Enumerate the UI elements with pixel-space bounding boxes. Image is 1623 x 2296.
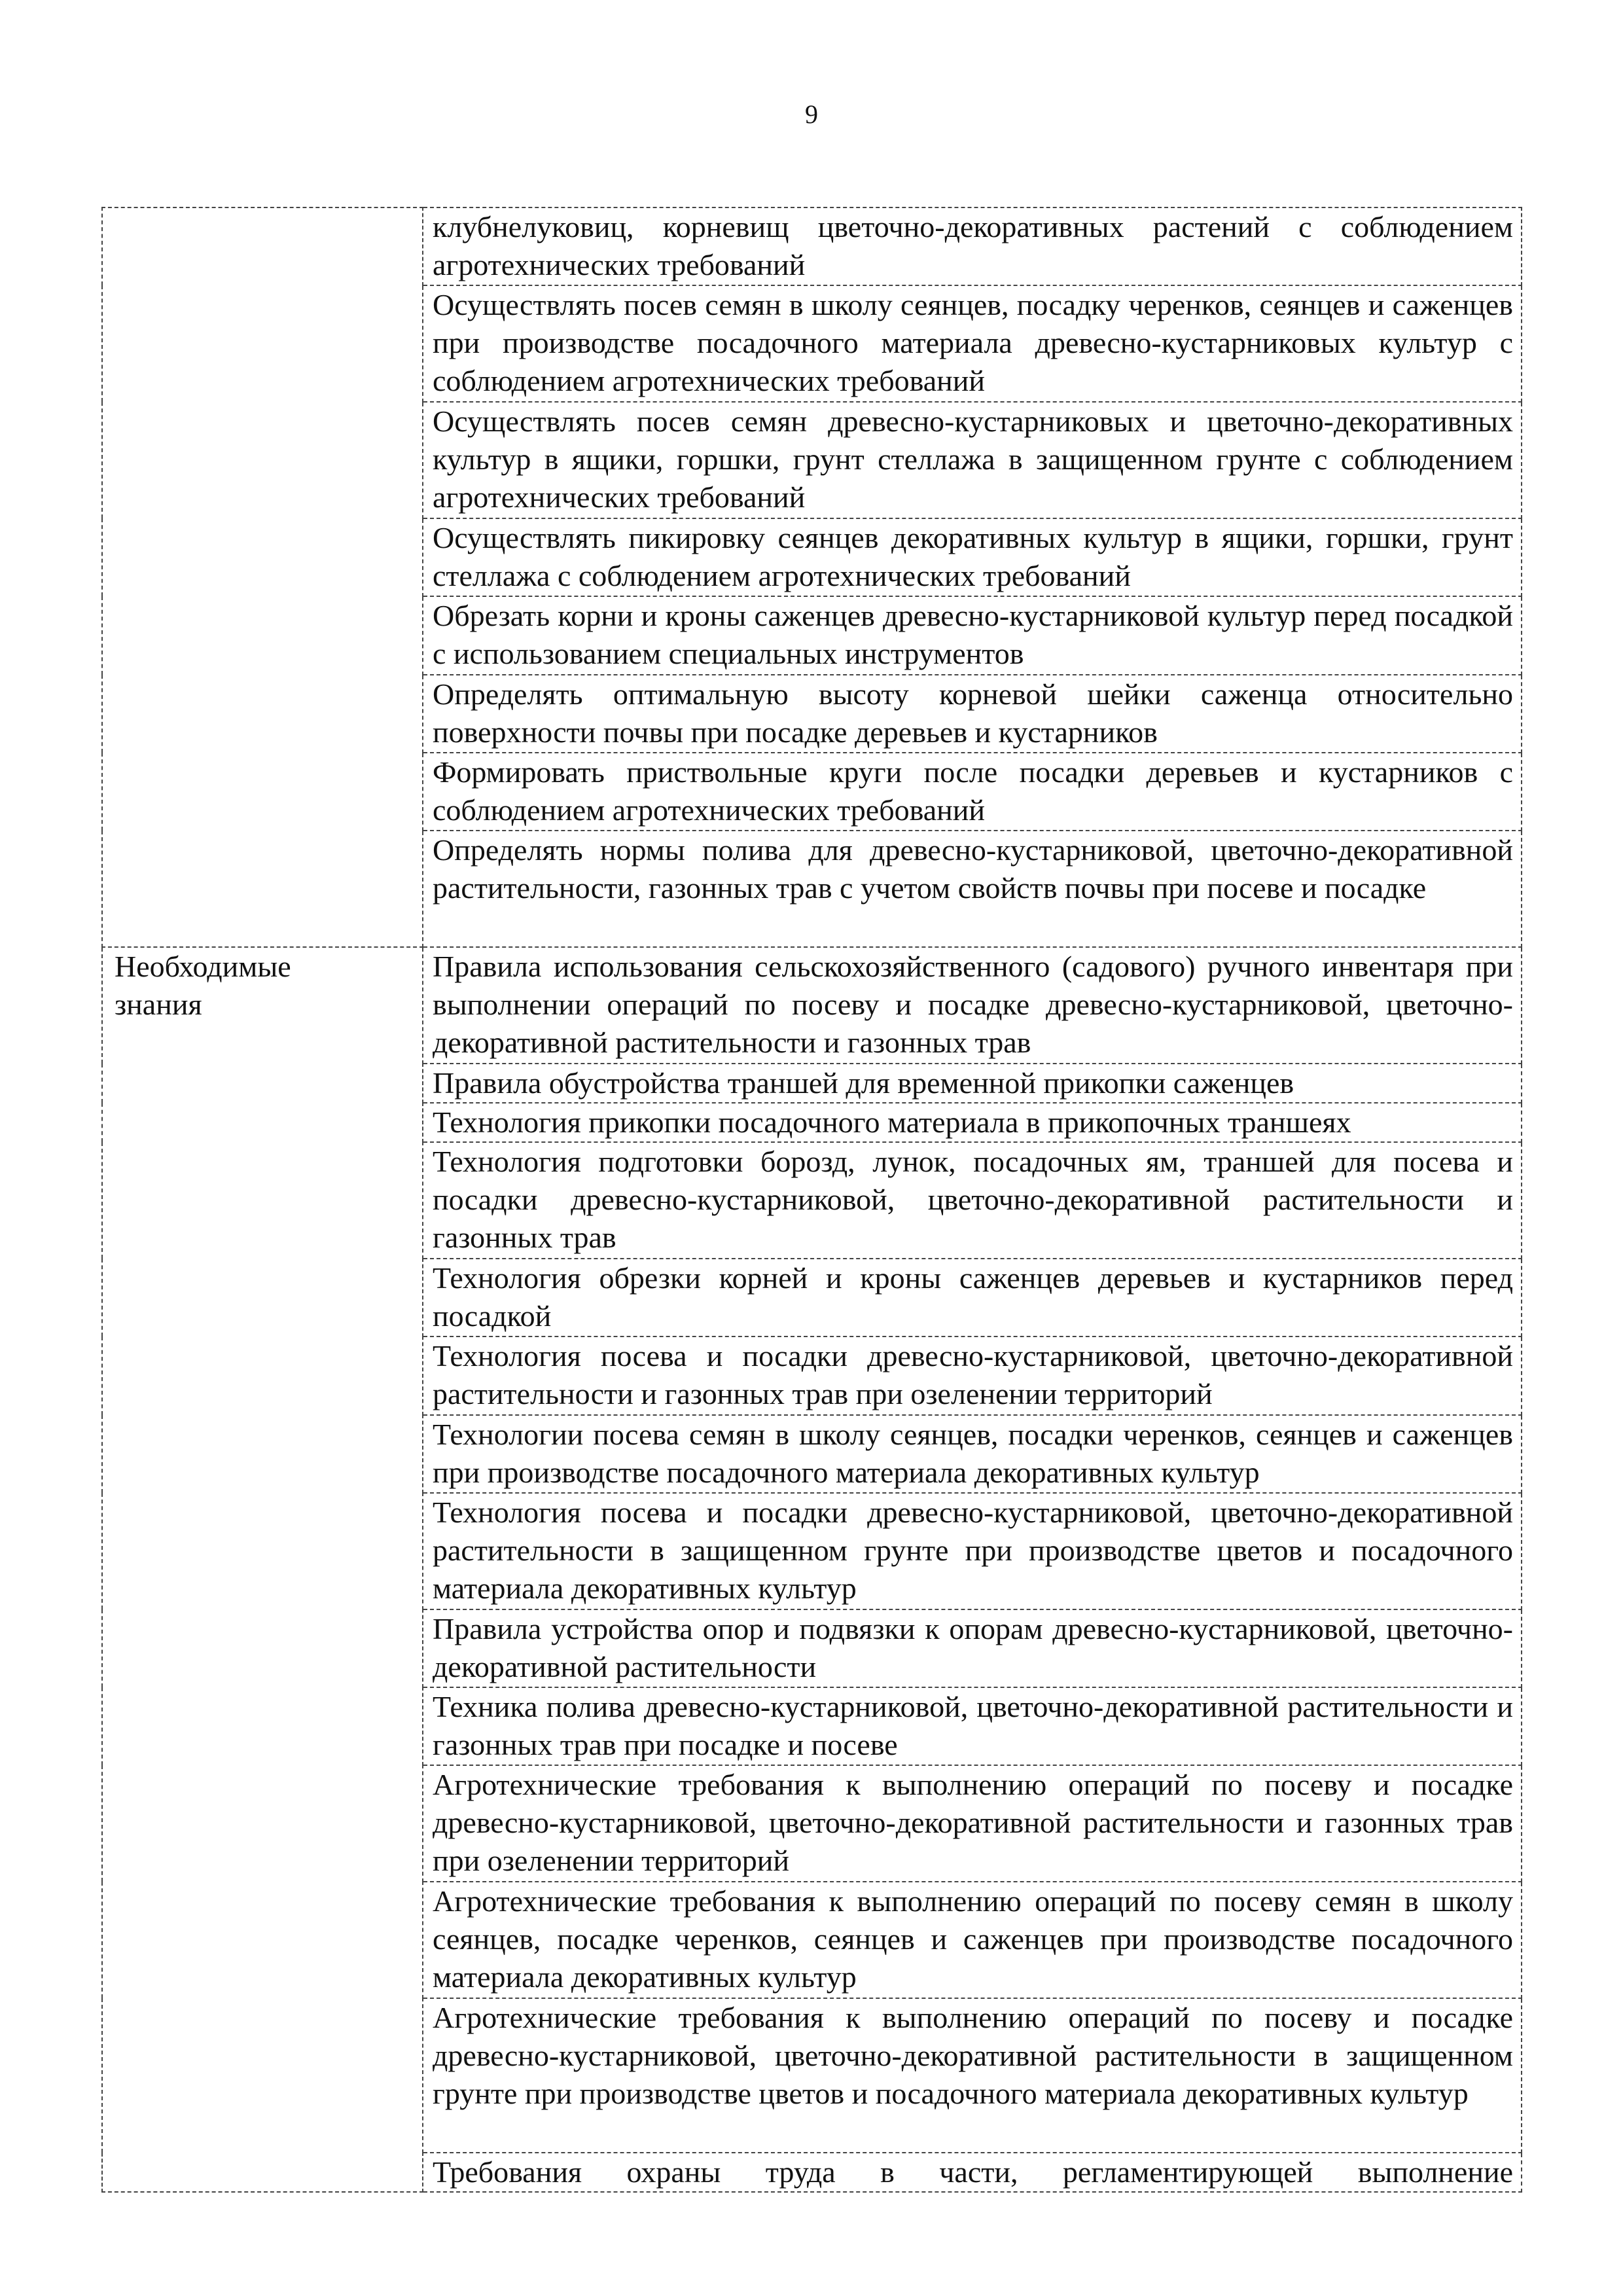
knowledge-cell: Техника полива древесно-кустарниковой, цветочно-декоративной растительности и газонных трав при посадке и посеве — [423, 1687, 1522, 1765]
empty-label-cell — [102, 207, 423, 285]
knowledge-cell: Технология посева и посадки древесно-кустарниковой, цветочно-декоративной растительности и газонных трав при озеленении территорий — [423, 1336, 1522, 1414]
empty-label-cell — [102, 753, 423, 831]
knowledge-cell: Агротехнические требования к выполнению операций по посеву семян в школу сеянцев, посадке черенков, сеянцев и саженцев при производстве посадочного материала декоративных культур — [423, 1882, 1522, 1998]
skill-cell: Осуществлять пикировку сеянцев декоративных культур в ящики, горшки, грунт стеллажа с соблюдением агротехнических требований — [423, 518, 1522, 596]
empty-label-cell — [102, 402, 423, 518]
knowledge-cell: Агротехнические требования к выполнению операций по посеву и посадке древесно-кустарниковой, цветочно-декоративной растительности и газонных трав при озеленении территорий — [423, 1765, 1522, 1882]
knowledge-cell: Требования охраны труда в части, регламентирующей выполнение — [423, 2153, 1522, 2192]
table-row — [102, 947, 1522, 1064]
knowledge-cell: Технология обрезки корней и кроны саженцев деревьев и кустарников перед посадкой — [423, 1259, 1522, 1336]
section-label-line: знания — [115, 988, 202, 1022]
empty-label-cell — [102, 596, 423, 674]
knowledge-cell: Правила устройства опор и подвязки к опорам древесно-кустарниковой, цветочно-декоративной растительности — [423, 1609, 1522, 1687]
skill-cell: Обрезать корни и кроны саженцев древесно-кустарниковой культур перед посадкой с использованием специальных инструментов — [423, 596, 1522, 674]
knowledge-cell: Правила обустройства траншей для временной прикопки саженцев — [423, 1064, 1522, 1103]
knowledge-cell: Агротехнические требования к выполнению операций по посеву и посадке древесно-кустарниковой, цветочно-декоративной растительности в защищенном грунте при производстве цветов и посадочного материала декоративных культур — [423, 1998, 1522, 2153]
table-row — [102, 596, 1522, 674]
table-row — [102, 518, 1522, 596]
knowledge-cell: Технология посева и посадки древесно-кустарниковой, цветочно-декоративной растительности в защищенном грунте при производстве цветов и посадочного материала декоративных культур — [423, 1493, 1522, 1609]
table-row — [102, 402, 1522, 518]
skill-cell: Осуществлять посев семян древесно-кустарниковых и цветочно-декоративных культур в ящики, горшки, грунт стеллажа в защищенном грунте с соблюдением агротехнических требований — [423, 402, 1522, 518]
empty-label-cell — [102, 675, 423, 753]
skill-cell: Осуществлять посев семян в школу сеянцев, посадку черенков, сеянцев и саженцев при производстве посадочного материала древесно-кустарниковых культур с соблюдением агротехнических требований — [423, 285, 1522, 402]
knowledge-cell: Технологии посева семян в школу сеянцев, посадки черенков, сеянцев и саженцев при производстве посадочного материала декоративных культур — [423, 1415, 1522, 1493]
skill-cell: клубнелуковиц, корневищ цветочно-декоративных растений с соблюдением агротехнических требований — [423, 207, 1522, 285]
table-row — [102, 207, 1522, 285]
skill-cell: Формировать приствольные круги после посадки деревьев и кустарников с соблюдением агротехнических требований — [423, 753, 1522, 831]
table-row — [102, 675, 1522, 753]
knowledge-cell: Технология прикопки посадочного материала в прикопочных траншеях — [423, 1103, 1522, 1142]
skill-cell: Определять нормы полива для древесно-кустарниковой, цветочно-декоративной растительности, газонных трав с учетом свойств почвы при посеве и посадке — [423, 831, 1522, 947]
section-label-cell — [102, 947, 423, 2192]
skill-cell: Определять оптимальную высоту корневой шейки саженца относительно поверхности почвы при посадке деревьев и кустарников — [423, 675, 1522, 753]
empty-label-cell — [102, 831, 423, 947]
page-number: 9 — [805, 99, 818, 129]
empty-label-cell — [102, 518, 423, 596]
section-label-line: Необходимые — [115, 950, 291, 984]
table-row — [102, 285, 1522, 402]
knowledge-cell: Правила использования сельскохозяйственного (садового) ручного инвентаря при выполнении операций по посеву и посадке древесно-кустарниковой, цветочно-декоративной растительности и газонных трав — [423, 947, 1522, 1064]
empty-label-cell — [102, 285, 423, 402]
requirements-table — [101, 207, 1522, 2193]
knowledge-cell: Технология подготовки борозд, лунок, посадочных ям, траншей для посева и посадки древесно-кустарниковой, цветочно-декоративной растительности и газонных трав — [423, 1142, 1522, 1259]
table-row — [102, 753, 1522, 831]
table-row — [102, 831, 1522, 947]
